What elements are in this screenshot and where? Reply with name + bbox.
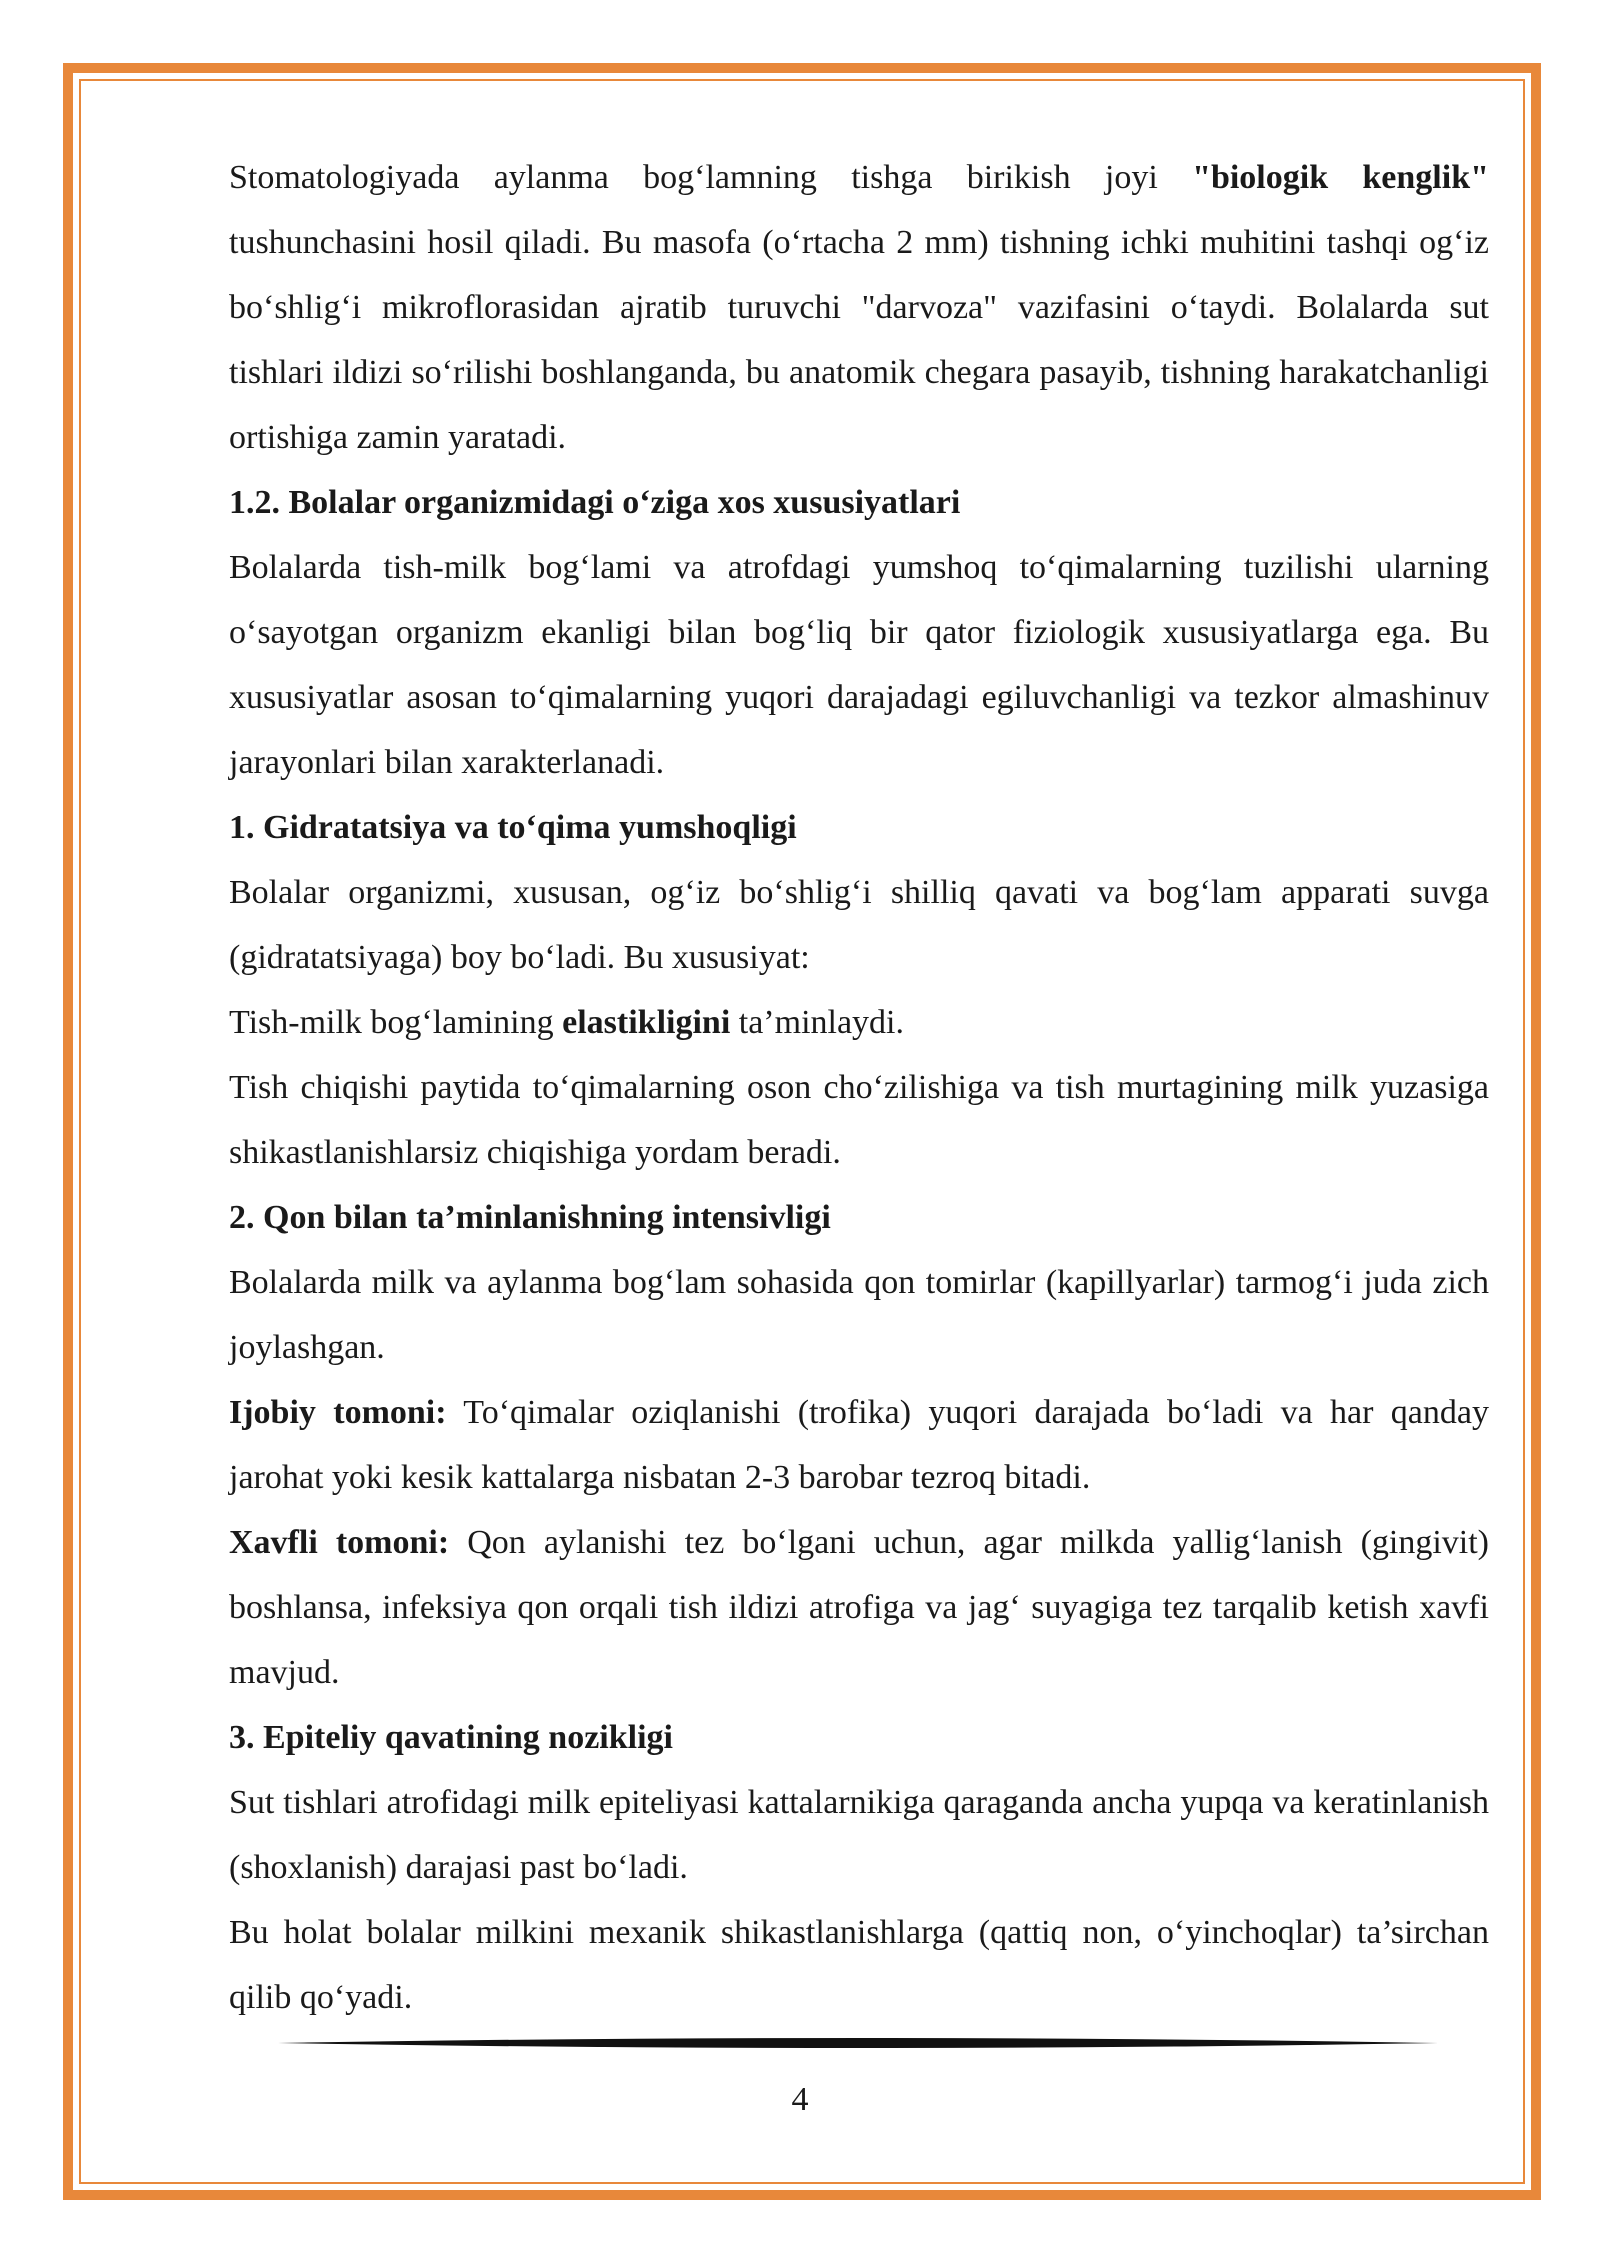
paragraph-children-features: Bolalarda tish-milk bog‘lami va atrofdagi yumshoq to‘qimalarning tuzilishi ularning o‘sayotgan organizm ekanligi bilan bog‘liq bir qator fiziologik xususiyatlarga ega. Bu xususiyatlar asosan to‘qimalarning yuqori darajadagi egiluvchanligi va tezkor almashinuv jarayonlari bilan xarakterlanadi. (229, 549, 1489, 781)
bold-term-biologik-kenglik: "biologik kenglik" (1192, 159, 1489, 196)
paragraph-elasticity (229, 990, 1489, 1055)
paragraph-text: ta’minlaydi. (730, 1004, 905, 1041)
paragraph-text: tushunchasini hosil qiladi. Bu masofa (o‘rtacha 2 mm) tishning ichki muhitini tashqi og‘iz bo‘shlig‘i mikroflorasidan ajratib turuvchi "darvoza" vazifasini o‘taydi. Bolalarda sut tishlari ildizi so‘rilishi boshlanganda, bu anatomik chegara pasayib, tishning harakatchanligi ortishiga zamin yaratadi. (229, 224, 1489, 456)
paragraph-biological-width (229, 145, 1489, 470)
document-body (229, 145, 1489, 2030)
page-number: 4 (791, 2081, 809, 2118)
paragraph-text: Stomatologiyada aylanma bog‘lamning tishga birikish joyi (229, 159, 1193, 196)
subheading-epithelium: 3. Epiteliy qavatining nozikligi (229, 1719, 673, 1756)
paragraph-risk-side (229, 1510, 1489, 1705)
footer-divider (278, 2036, 1438, 2050)
paragraph-text: Qon aylanishi tez bo‘lgani uchun, agar milkda yallig‘lanish (gingivit) boshlansa, infeksiya qon orqali tish ildizi atrofiga va jag‘ suyagiga tez tarqalib ketish xavfi mavjud. (229, 1524, 1489, 1691)
paragraph-text: To‘qimalar oziqlanishi (trofika) yuqori darajada bo‘ladi va har qanday jarohat yoki kesik kattalarga nisbatan 2-3 barobar tezroq bitadi. (229, 1394, 1489, 1496)
paragraph-positive-side (229, 1380, 1489, 1510)
bold-label-risk: Xavfli tomoni: (229, 1524, 450, 1561)
paragraph-tooth-eruption: Tish chiqishi paytida to‘qimalarning oson cho‘zilishiga va tish murtagining milk yuzasiga shikastlanishlarsiz chiqishiga yordam beradi. (229, 1069, 1489, 1171)
paragraph-mechanical-injury: Bu holat bolalar milkini mexanik shikastlanishlarga (qattiq non, o‘yinchoqlar) ta’sirchan qilib qo‘yadi. (229, 1914, 1489, 2016)
section-heading-1-2: 1.2. Bolalar organizmidagi o‘ziga xos xususiyatlari (229, 484, 961, 521)
paragraph-epithelium: Sut tishlari atrofidagi milk epiteliyasi kattalarnikiga qaraganda ancha yupqa va keratinlanish (shoxlanish) darajasi past bo‘ladi. (229, 1784, 1489, 1886)
subheading-hydration: 1. Gidratatsiya va to‘qima yumshoqligi (229, 809, 797, 846)
bold-term-elastikligini: elastikligini (562, 1004, 731, 1041)
bold-label-positive: Ijobiy tomoni: (229, 1394, 447, 1431)
paragraph-hydration: Bolalar organizmi, xususan, og‘iz bo‘shlig‘i shilliq qavati va bog‘lam apparati suvga (gidratatsiyaga) boy bo‘ladi. Bu xususiyat: (229, 874, 1489, 976)
subheading-blood-supply: 2. Qon bilan ta’minlanishning intensivligi (229, 1199, 831, 1236)
paragraph-capillaries: Bolalarda milk va aylanma bog‘lam sohasida qon tomirlar (kapillyarlar) tarmog‘i juda zich joylashgan. (229, 1264, 1489, 1366)
paragraph-text: Tish-milk bog‘lamining (229, 1004, 563, 1041)
